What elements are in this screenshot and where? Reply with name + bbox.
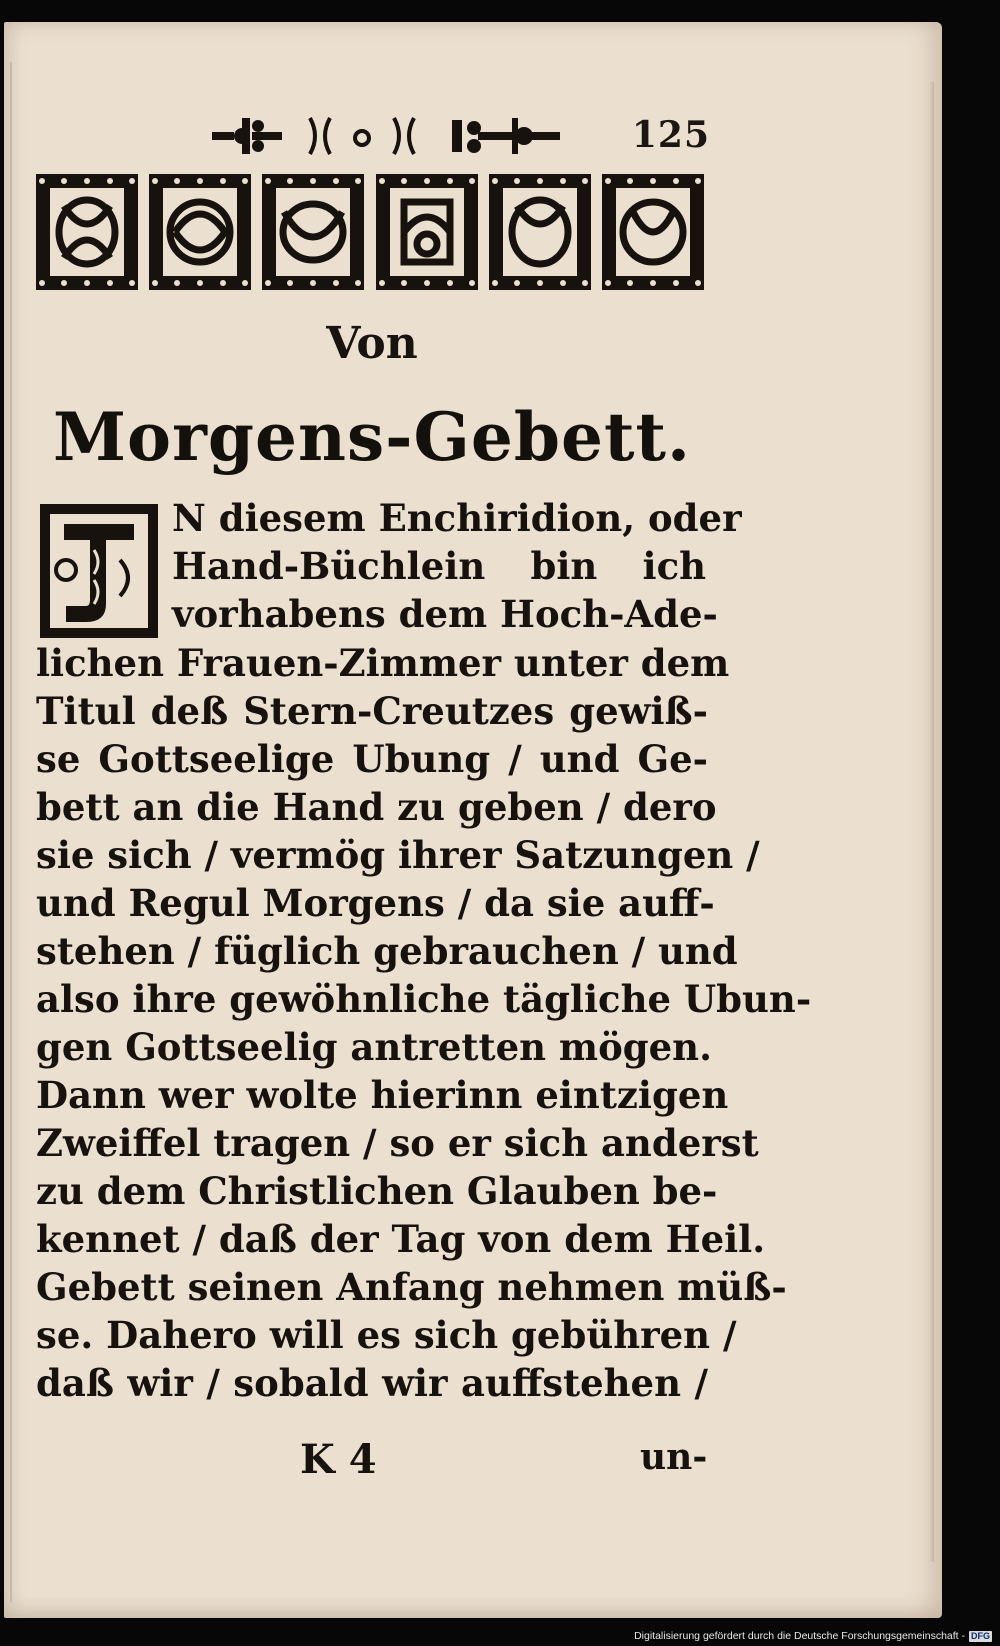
text-line: zu dem Christlichen Glauben be- [36, 1169, 718, 1213]
text-line: vorhabens dem Hoch-Ade- [172, 592, 718, 636]
text-line: se Gottseelige Ubung / und Ge- [36, 737, 708, 781]
signature-mark: K 4 [300, 1436, 377, 1483]
text-line: Gebett seinen Anfang nehmen müß- [36, 1265, 787, 1309]
running-head [36, 108, 710, 164]
historiated-initial-icon [36, 500, 162, 642]
text-line: se. Dahero will es sich gebühren / [36, 1313, 737, 1357]
catchword: un- [640, 1436, 708, 1478]
text-line: gen Gottseelig antretten mögen. [36, 1025, 712, 1069]
ornament-block-icon [260, 172, 366, 292]
text-line: stehen / füglich gebrauchen / und [36, 929, 738, 973]
text-line: also ihre gewöhnliche tägliche Ubun- [36, 977, 812, 1021]
text-line: Zweiffel tragen / so er sich anderst [36, 1121, 759, 1165]
fleuron-ornament-icon [212, 112, 592, 160]
ornament-block-icon [374, 172, 480, 292]
text-line: Hand-Büchlein bin ich [172, 544, 706, 588]
digitization-credit [634, 1630, 992, 1642]
dfg-logo: DFG [971, 1630, 990, 1641]
text-line: und Regul Morgens / da sie auff- [36, 881, 715, 925]
page-number: 125 [631, 114, 710, 156]
text-line: bett an die Hand zu geben / dero [36, 785, 717, 829]
chapter-title: Morgens-Gebett. [53, 398, 691, 476]
ornament-block-icon [147, 172, 253, 292]
text-line: Titul deß Stern-Creutzes gewiß- [36, 689, 708, 733]
ornament-block-icon [487, 172, 593, 292]
text-line: N diesem Enchiridion, oder [172, 496, 742, 540]
page-edge [930, 82, 934, 1562]
spine-shadow [10, 62, 12, 1602]
text-line: sie sich / vermög ihrer Satzungen / [36, 833, 760, 877]
text-line: kennet / daß der Tag von dem Heil. [36, 1217, 766, 1261]
ornament-block-icon [34, 172, 140, 292]
text-line: daß wir / sobald wir auffstehen / [36, 1361, 708, 1405]
text-line: lichen Frauen-Zimmer unter dem [36, 641, 730, 685]
ornament-block-icon [600, 172, 706, 292]
woodcut-ornament-band-icon [34, 172, 706, 292]
credit-text: Digitalisierung gefördert durch die Deutsche Forschungsgemeinschaft - [634, 1630, 965, 1642]
text-line: Dann wer wolte hierinn eintzigen [36, 1073, 729, 1117]
heading-von: Von [326, 318, 418, 369]
